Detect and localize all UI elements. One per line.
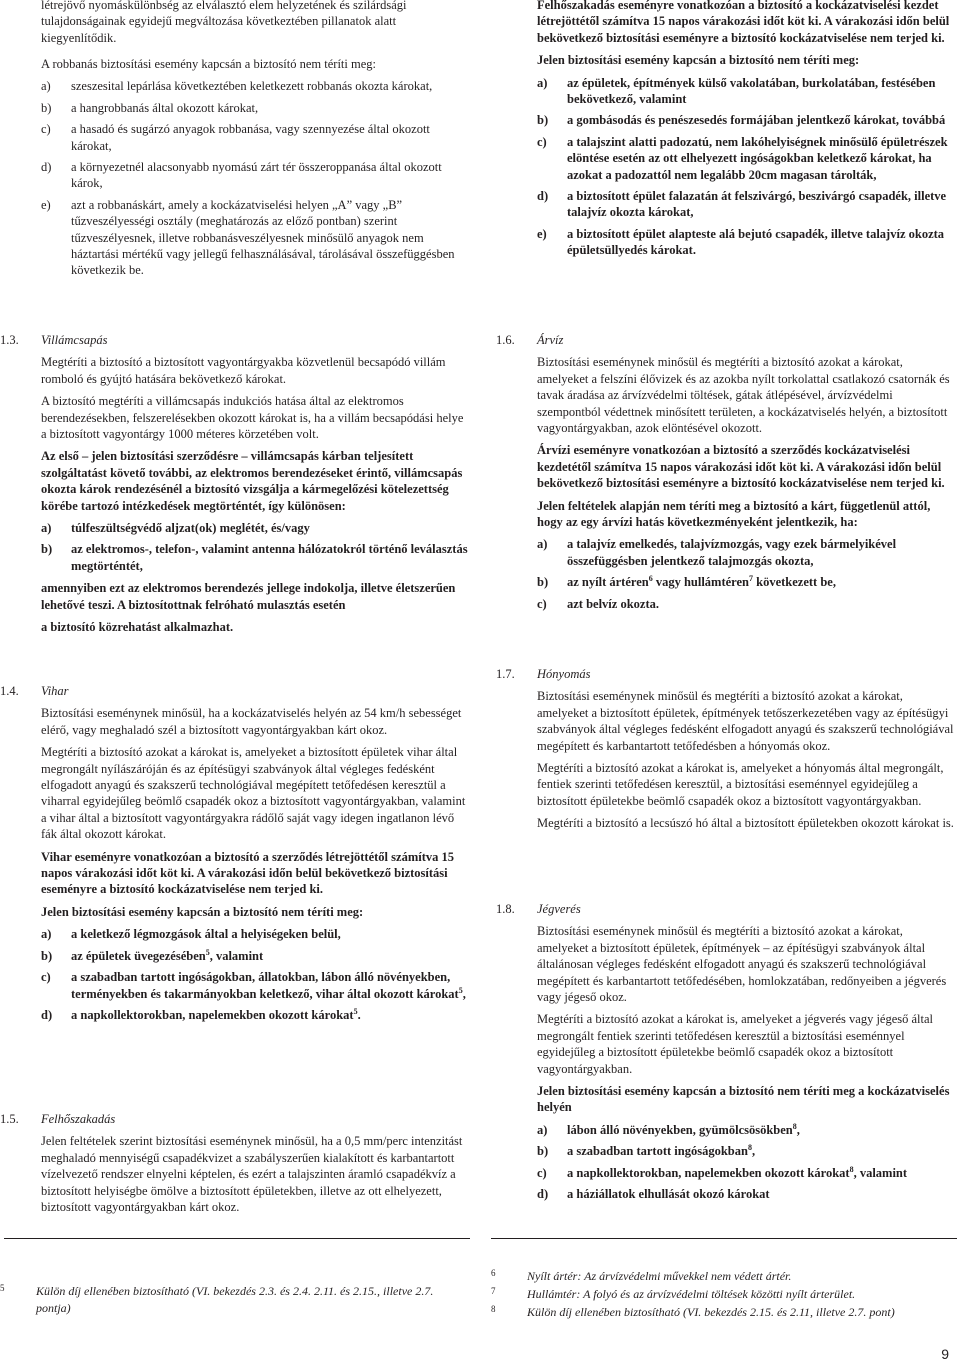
item-text: azt belvíz okozta. (567, 596, 659, 611)
item-label: d) (41, 160, 52, 175)
item-text: a szabadban tartott ingóságokban, állatokban, lábon álló növényekben, terményekben és takarmányokban keletkező, vihar által okozott károkat (71, 970, 459, 1001)
item-label: c) (537, 1165, 547, 1180)
list-item (41, 948, 469, 964)
item-text-after: , (751, 1144, 756, 1159)
paragraph: Biztosítási eseménynek minősül és megtéríti a biztosító azokat a károkat, amelyeket a biztosított épületek, építmények tetőszerkezetében vagy az építésügyi szabványok által végleges fedésként elfogadott anyagú és szakszerű technológiával megépített és karbantartott tetőfedésben a hónyomás okoz. (537, 689, 954, 753)
footnote-number: 5 (0, 1283, 5, 1293)
section-number: 1.4. (0, 684, 19, 698)
list-item (537, 1165, 957, 1181)
paragraph: Megtéríti a biztosító azokat a károkat is, amelyeket a jégverés vagy jégeső által megrongált fentiek szerinti tetőfedésen keresztül a biztosítási eseménnyel egyidejűleg a biztosított épületekbe beömlő csapadék okoz a biztosított vagyontárgyakban. (537, 1012, 934, 1076)
item-label: b) (41, 542, 53, 557)
item-label: e) (537, 226, 547, 241)
item-label: b) (537, 113, 549, 128)
footnote-text: Hullámtér: A folyó és az árvízvédelmi töltések közötti nyílt árterület. (527, 1287, 856, 1301)
intro-lines (41, 0, 469, 46)
footnote-divider-right (491, 1238, 957, 1239)
paragraph: Jelen feltételek szerint biztosítási eseménynek minősül, ha a 0,5 mm/perc intenzitást meghaladó mennyiségű csapadékvizet a szabályszerűen kialakított és karbantartott vízelvezető rendszer elnyelni képtelen, és ezért a talajszinten áramló csapadékvíz a biztosított helyiségbe ömölve a biztosított épületekben, illetve az ott elhelyezett, biztosított vagyontárgyakban kárt okoz. (41, 1134, 463, 1215)
felhoszakadas-continuation (537, 0, 957, 265)
footnote-text: Nyílt ártér: Az árvízvédelmi művekkel nem védett ártér. (527, 1269, 792, 1283)
item-label: d) (41, 1007, 53, 1022)
list-item (41, 541, 469, 574)
item-text: az elektromos-, telefon-, valamint antenna hálózatokról történő leválasztás megtörténtét, (71, 542, 468, 573)
item-text-after: , valamint (209, 948, 264, 963)
footnote-ref: 8 (747, 1143, 752, 1153)
item-label: b) (537, 575, 549, 590)
footnote-ref: 5 (353, 1006, 358, 1016)
villamcsapas-list (41, 520, 469, 574)
item-text: lábon álló növényekben, gyümölcsösökben (567, 1122, 793, 1137)
section-number: 1.8. (496, 902, 515, 916)
list-item (537, 536, 957, 569)
list-item (41, 926, 469, 942)
item-text: a biztosított épület falazatán át felszivárgó, beszivárgó csapadék, illetve talajvíz okozta károkat, (567, 189, 947, 220)
paragraph: Biztosítási eseménynek minősül, ha a kockázatviselés helyén az 54 km/h sebességet elérő, vagy meghaladó szél a biztosított vagyontárgyakban kárt okoz. (41, 706, 462, 737)
section-title: Árvíz (537, 333, 564, 347)
item-text: a napkollektorokban, napelemekben okozott károkat (567, 1165, 850, 1180)
item-text: a keletkező légmozgások által a helyiségeken belül, (71, 927, 341, 942)
intro-line: kiegyenlítődik. (41, 30, 117, 45)
section-felhoszakadas (0, 1111, 469, 1221)
list-item (537, 1186, 957, 1202)
footnote-ref: 7 (749, 574, 753, 584)
section-title: Felhőszakadás (41, 1112, 116, 1126)
paragraph: Vihar eseményre vonatkozóan a biztosító a szerződés létrejöttétől számítva 15 napos várakozási időt köt ki. A várakozási időn belül bekövetkező biztosítási eseményre a biztosító kockázatviselése nem terjed ki. (41, 849, 454, 897)
list-item (537, 226, 957, 259)
paragraph: amennyiben ezt az elektromos berendezés jellege indokolja, illetve életszerűen lehetővé teszi. A biztosítottnak felróható mulasztás esetén (41, 581, 456, 612)
paragraph: Megtéríti a biztosító azokat a károkat is, amelyeket a biztosított épületek vihar által megrongált nyílászáróján és az építésügyi szabványok által végleges fedésként elfogadott anyagú és szakszerű technológiával megépített tetőfedésen keresztül a viharral egyidejűleg beömlő csapadék okoz a biztosított vagyontárgyakban, valamint a vihar által a biztosított vagyontárgyakra rádőlő saját vagy idegen ingatlanon lévő fák által okozott károkat. (41, 745, 466, 842)
footnote-text: Külön díj ellenében biztosítható (VI. bekezdés 2.15. és 2.11, illetve 2.7. pont) (527, 1305, 895, 1319)
item-label: b) (537, 1144, 549, 1159)
section-vihar (0, 683, 469, 1029)
paragraph: A biztosító megtéríti a villámcsapás indukciós hatása által az elektromos berendezésekben, felszerelésekben okozott károkat is, ha a villám becsapódási helye a biztosított vagyontárgy 1000 méteres körzetében volt. (41, 394, 464, 442)
paragraph: Jelen biztosítási esemény kapcsán a biztosító nem téríti meg: (41, 904, 364, 919)
item-text: a szabadban tartott ingóságokban (567, 1144, 748, 1159)
item-label: a) (41, 927, 52, 942)
item-text: a hangrobbanás által okozott károkat, (71, 100, 259, 115)
list-item (537, 596, 957, 612)
item-label: a) (537, 537, 548, 552)
section-number: 1.6. (496, 333, 515, 347)
paragraph: Jelen feltételek alapján nem téríti meg a biztosító a kárt, függetlenül attól, hogy az egy árvízi hatás következményeként jelentkezik, ha: (537, 498, 931, 530)
list-item (537, 1122, 957, 1138)
list-item (41, 1007, 469, 1023)
list-item (41, 159, 469, 192)
footnote-ref: 8 (792, 1121, 797, 1131)
paragraph: Jelen biztosítási esemény kapcsán a biztosító nem téríti meg a kockázatviselés helyén (537, 1084, 950, 1115)
list-item (41, 121, 469, 154)
item-text: az épületek, építmények külső vakolatában, burkolatában, festésében bekövetkező, valamint (567, 75, 936, 107)
item-text: a talajszint alatti padozatú, nem lakóhelyiségnek minősülő épületrészek elöntése esetén az ott elhelyezett ingóságokban keletkező károkat, ha azokat a padozattól nem legalább 20cm magasan tárolták, (567, 134, 948, 182)
item-label: c) (41, 122, 51, 137)
section-jegveres (496, 901, 957, 1209)
footnote-ref: 6 (648, 574, 653, 584)
paragraph: Jelen biztosítási esemény kapcsán a biztosító nem téríti meg: (537, 53, 860, 68)
list-item (41, 520, 469, 536)
item-label: c) (537, 134, 547, 149)
paragraph: Megtéríti a biztosító a biztosított vagyontárgyakba közvetlenül becsapódó villám romboló és gyújtó hatására bekövetkező károkat. (41, 355, 446, 386)
list-item (537, 1143, 957, 1159)
section-number: 1.7. (496, 667, 515, 681)
item-text: a környezetnél alacsonyabb nyomású zárt tér összeroppanása által okozott károk, (71, 160, 442, 191)
item-text-after: , valamint (853, 1165, 908, 1180)
paragraph: Árvízi eseményre vonatkozóan a biztosító a szerződés kockázatviselési kezdetétől számítva 15 napos várakozási időt köt ki. A várakozási időn belül bekövetkező biztosítási eseményre a biztosító kockázatviselése nem terjed ki. (537, 443, 945, 491)
item-text: szeszesital lepárlása következtében keletkezett robbanás okozta károkat, (71, 79, 433, 94)
item-text: az nyílt ártéren (567, 575, 649, 590)
item-label: b) (41, 100, 52, 115)
list-item (537, 112, 957, 128)
page-number: 9 (941, 1346, 949, 1362)
item-text: a talajvíz emelkedés, talajvízmozgás, vagy ezek bármelyikével összefüggésben jelentkező talajmozgás okozta, (567, 537, 897, 568)
list-item (537, 75, 957, 108)
footnote-number: 8 (491, 1304, 496, 1314)
footnote-5 (0, 1283, 468, 1317)
item-label: a) (537, 75, 548, 90)
vihar-list (41, 926, 469, 1023)
footnote-7 (491, 1286, 957, 1303)
footnote-ref: 8 (849, 1164, 854, 1174)
explosion-block (41, 56, 469, 285)
item-label: a) (41, 521, 52, 536)
footnote-8 (491, 1304, 957, 1321)
list-item (537, 574, 957, 590)
section-number: 1.3. (0, 333, 19, 347)
item-label: e) (41, 197, 51, 212)
explosion-heading: A robbanás biztosítási esemény kapcsán a biztosító nem téríti meg: (41, 57, 376, 71)
item-text: a háziállatok elhullását okozó károkat (567, 1187, 770, 1202)
item-text-after: , (796, 1122, 800, 1137)
section-title: Villámcsapás (41, 333, 108, 347)
item-label: c) (41, 970, 51, 985)
paragraph: Megtéríti a biztosító azokat a károkat is, amelyeket a hónyomás által megrongált, fentiek szerinti tetőfedésen keresztül, a biztosítási eseménnyel egyidejűleg a biztosított épületekbe beömlő csapadék okoz a biztosított vagyontárgyakban. (537, 761, 944, 808)
item-label: a) (537, 1122, 548, 1137)
section-villamcsapas (0, 332, 469, 642)
footnote-divider-left (4, 1238, 470, 1239)
intro-line: tulajdonságainak egyidejű megváltozása következtében pillanatok alatt (41, 14, 397, 29)
intro-line: létrejövő nyomáskülönbség az elválasztó elem helyzetének és szilárdsági (41, 0, 407, 12)
item-text-after: . (357, 1007, 361, 1022)
footnote-ref: 5 (205, 947, 210, 957)
list-item (537, 134, 957, 183)
item-label: d) (537, 189, 549, 204)
section-honyomas (496, 666, 957, 838)
item-text-after: , (462, 986, 466, 1001)
footnote-text: Külön díj ellenében biztosítható (VI. bekezdés 2.3. és 2.4. 2.11. és 2.15., illetve 2.7. pontja) (36, 1284, 434, 1315)
paragraph: Az első – jelen biztosítási szerződésre – villámcsapás kárban teljesített szolgáltatást követő további, az elektromos berendezéseket érintő, villámcsapás okozta károk rendezésénél a biztosító vizsgálja a kármegelőzési kötelezettség körébe tartozó intézkedések megtörténtét, így különösen: (41, 449, 463, 513)
footnote-6 (491, 1268, 957, 1285)
item-text: következett be, (753, 575, 836, 590)
item-text: a gombásodás és penészesedés formájában jelentkező károkat, továbbá (567, 113, 946, 128)
item-text: a biztosított épület alapteste alá bejutó csapadék, illetve talajvíz okozta épületsüllyedés károkat. (567, 226, 945, 258)
list-item (41, 969, 469, 1002)
item-label: c) (537, 596, 547, 611)
list-item (537, 188, 957, 221)
section-number: 1.5. (0, 1112, 19, 1126)
item-label: d) (537, 1187, 549, 1202)
felhoszakadas-list (537, 75, 957, 259)
footnote-number: 6 (491, 1268, 496, 1278)
explosion-list (41, 78, 469, 278)
section-arviz (496, 332, 957, 618)
paragraph: Biztosítási eseménynek minősül és megtéríti a biztosító azokat a károkat, amelyeket a biztosított épületek, építmények – az építésügyi szabványok által általánosan végleges fedésként elfogadott anyagú és szakszerű technológiával megépített és karbantartott tetőfedésében, homlokzatában, redőnyeiben a jégverés vagy jégeső okoz. (537, 924, 947, 1005)
item-text: a hasadó és sugárzó anyagok robbanása, vagy szennyezése által okozott károkat, (71, 122, 430, 153)
section-title: Hónyomás (537, 667, 591, 681)
list-item (41, 197, 469, 279)
paragraph: Felhőszakadás eseményre vonatkozóan a biztosító a kockázatviselési kezdet létrejöttétől számítva 15 napos várakozási időt köt ki. A várakozási időn belül bekövetkező biztosítási eseményre a biztosító kockázatviselése nem terjed ki. (537, 0, 950, 45)
paragraph: Biztosítási eseménynek minősül és megtéríti a biztosító azokat a károkat, amelyeket a felszíni élővizek és az azokba nyílt torkolattal csatlakozó csatornák és tavak áradása az árvízvédelmi töltések, gátak átlépésével, árvízvédelmi szempontból védettnek minősített területen, a kockázatviselés helyén, a biztosított vagyontárgyakban, azok elöntésével okozott. (537, 355, 950, 436)
footnote-number: 7 (491, 1286, 496, 1296)
list-item (41, 78, 469, 94)
footnote-ref: 5 (458, 985, 463, 995)
item-text: azt a robbanáskárt, amely a kockázatviselési helyen „A” vagy „B” tűzveszélyességi osztály (meghatározás az előző pontban) szerint tűzveszélyesnek, illetve robbanásveszélyesnek minősülő anyagok nem háztartási mértékű vagy jellegű felhasználásával, tárolásával összefüggésben következik be. (71, 197, 455, 278)
item-text: a napkollektorokban, napelemekben okozott károkat (71, 1007, 354, 1022)
arviz-list (537, 536, 957, 612)
jegveres-list (537, 1122, 957, 1203)
section-title: Vihar (41, 684, 69, 698)
item-text: vagy hullámtéren (652, 575, 749, 590)
paragraph: Megtéríti a biztosító a lecsúszó hó által a biztosított épületekben okozott károkat is. (537, 816, 954, 831)
item-label: a) (41, 79, 51, 94)
list-item (41, 100, 469, 116)
item-text: túlfeszültségvédő aljzat(ok) meglétét, és/vagy (71, 521, 310, 536)
item-text: az épületek üvegezésében (71, 948, 206, 963)
section-title: Jégverés (537, 902, 581, 916)
item-label: b) (41, 948, 53, 963)
paragraph: a biztosító közrehatást alkalmazhat. (41, 620, 234, 635)
